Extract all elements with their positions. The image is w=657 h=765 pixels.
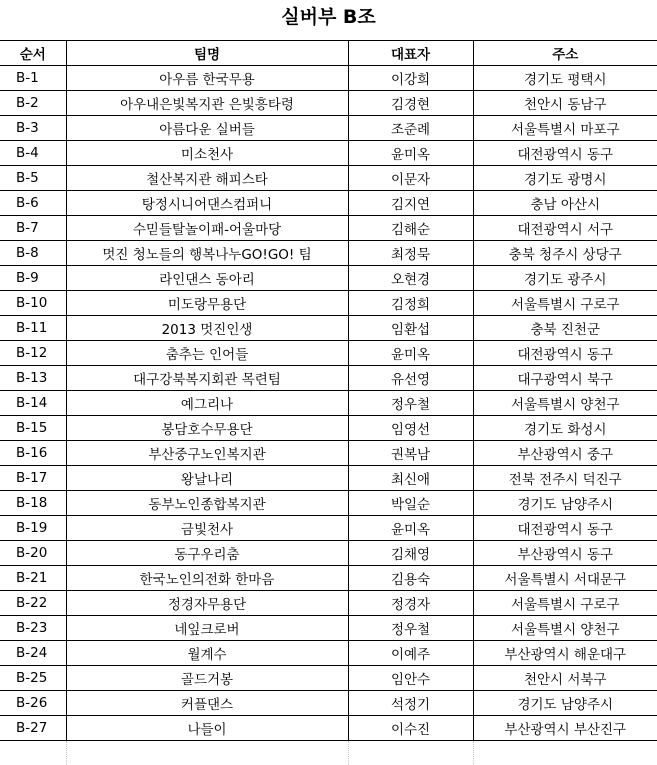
cell-address[interactable]: 대전광역시 동구 [473,516,657,541]
cell-representative[interactable]: 오현경 [348,266,473,291]
table-row [0,191,657,216]
table-row [0,266,657,291]
cell-address[interactable]: 경기도 화성시 [473,416,657,441]
column-header-team-name: 팀명 [66,41,348,66]
empty-row [0,741,657,765]
cell-address[interactable]: 대전광역시 동구 [473,341,657,366]
cell-team-name[interactable]: 부산중구노인복지관 [66,441,348,466]
cell-order[interactable]: B-12 [0,341,66,366]
table-row [0,716,657,741]
cell-team-name[interactable]: 멋진 청노들의 행복나누GO!GO! 팀 [66,241,348,266]
cell-representative[interactable]: 정우철 [348,391,473,416]
cell-team-name[interactable]: 아름다운 실버들 [66,116,348,141]
table-row [0,291,657,316]
cell-team-name[interactable]: 나들이 [66,716,348,741]
cell-team-name[interactable]: 한국노인의전화 한마음 [66,566,348,591]
cell-order[interactable]: B-16 [0,441,66,466]
cell-representative[interactable]: 정우철 [348,616,473,641]
cell-address[interactable]: 서울특별시 구로구 [473,591,657,616]
cell-address[interactable]: 경기도 남양주시 [473,691,657,716]
header-row [0,41,657,66]
cell-representative[interactable]: 윤미옥 [348,341,473,366]
cell-representative[interactable]: 조준례 [348,116,473,141]
table-row [0,566,657,591]
cell-team-name[interactable]: 대구강북복지회관 목련팀 [66,366,348,391]
table-row [0,416,657,441]
cell-order[interactable]: B-4 [0,141,66,166]
cell-address[interactable]: 부산광역시 부산진구 [473,716,657,741]
cell-order[interactable]: B-8 [0,241,66,266]
cell-representative[interactable]: 이강희 [348,66,473,91]
table-row [0,141,657,166]
cell-order[interactable]: B-27 [0,716,66,741]
cell-address[interactable]: 충북 진천군 [473,316,657,341]
table-row [0,616,657,641]
empty-cell[interactable] [0,741,66,765]
empty-cell[interactable] [473,741,657,765]
cell-representative[interactable]: 최정묵 [348,241,473,266]
cell-order[interactable]: B-13 [0,366,66,391]
column-header-order: 순서 [0,41,66,66]
cell-address[interactable]: 대구광역시 북구 [473,366,657,391]
cell-order[interactable]: B-26 [0,691,66,716]
cell-team-name[interactable]: 예그리나 [66,391,348,416]
cell-address[interactable]: 서울특별시 마포구 [473,116,657,141]
cell-order[interactable]: B-17 [0,466,66,491]
cell-representative[interactable]: 정경자 [348,591,473,616]
cell-representative[interactable]: 권복남 [348,441,473,466]
cell-representative[interactable]: 윤미옥 [348,141,473,166]
table-row [0,366,657,391]
cell-representative[interactable]: 임영선 [348,416,473,441]
cell-address[interactable]: 전북 전주시 덕진구 [473,466,657,491]
cell-team-name[interactable]: 골드거봉 [66,666,348,691]
cell-team-name[interactable]: 미도랑무용단 [66,291,348,316]
table-row [0,91,657,116]
cell-team-name[interactable]: 정경자무용단 [66,591,348,616]
cell-order[interactable]: B-23 [0,616,66,641]
cell-team-name[interactable]: 미소천사 [66,141,348,166]
cell-address[interactable]: 충남 아산시 [473,191,657,216]
table-row [0,241,657,266]
cell-team-name[interactable]: 춤추는 인어들 [66,341,348,366]
cell-team-name[interactable]: 봉담호수무용단 [66,416,348,441]
table-row [0,591,657,616]
cell-address[interactable]: 부산광역시 중구 [473,441,657,466]
cell-order[interactable]: B-21 [0,566,66,591]
cell-order[interactable]: B-14 [0,391,66,416]
cell-team-name[interactable]: 커플댄스 [66,691,348,716]
cell-order[interactable]: B-1 [0,66,66,91]
cell-team-name[interactable]: 왕날나리 [66,466,348,491]
cell-representative[interactable]: 김지연 [348,191,473,216]
cell-order[interactable]: B-7 [0,216,66,241]
table-row [0,691,657,716]
cell-order[interactable]: B-22 [0,591,66,616]
column-header-address: 주소 [473,41,657,66]
cell-order[interactable]: B-24 [0,641,66,666]
cell-team-name[interactable]: 동구우리춤 [66,541,348,566]
cell-representative[interactable]: 최신애 [348,466,473,491]
cell-address[interactable]: 경기도 광명시 [473,166,657,191]
cell-order[interactable]: B-10 [0,291,66,316]
empty-cell[interactable] [66,741,348,765]
cell-team-name[interactable]: 2013 멋진인생 [66,316,348,341]
cell-team-name[interactable]: 라인댄스 동아리 [66,266,348,291]
cell-address[interactable]: 서울특별시 서대문구 [473,566,657,591]
table-row [0,441,657,466]
cell-order[interactable]: B-11 [0,316,66,341]
cell-order[interactable]: B-3 [0,116,66,141]
cell-address[interactable]: 대전광역시 서구 [473,216,657,241]
cell-address[interactable]: 대전광역시 동구 [473,141,657,166]
cell-address[interactable]: 서울특별시 양천구 [473,616,657,641]
table-row [0,66,657,91]
table-row [0,116,657,141]
table-row [0,216,657,241]
cell-representative[interactable]: 김용숙 [348,566,473,591]
cell-address[interactable]: 천안시 서북구 [473,666,657,691]
cell-order[interactable]: B-9 [0,266,66,291]
table-row [0,316,657,341]
table-row [0,541,657,566]
table-body [0,66,657,765]
cell-team-name[interactable]: 아우름 한국무용 [66,66,348,91]
cell-order[interactable]: B-19 [0,516,66,541]
cell-address[interactable]: 경기도 광주시 [473,266,657,291]
cell-team-name[interactable]: 금빛천사 [66,516,348,541]
cell-representative[interactable]: 김채영 [348,541,473,566]
cell-representative[interactable]: 김해순 [348,216,473,241]
cell-representative[interactable]: 김경현 [348,91,473,116]
cell-order[interactable]: B-25 [0,666,66,691]
cell-representative[interactable]: 김정희 [348,291,473,316]
cell-team-name[interactable]: 탕정시니어댄스컴퍼니 [66,191,348,216]
column-header-representative: 대표자 [348,41,473,66]
cell-order[interactable]: B-2 [0,91,66,116]
cell-address[interactable]: 서울특별시 구로구 [473,291,657,316]
table-row [0,641,657,666]
cell-team-name[interactable]: 철산복지관 해피스타 [66,166,348,191]
table-row [0,166,657,191]
cell-representative[interactable]: 임안수 [348,666,473,691]
cell-representative[interactable]: 이수진 [348,716,473,741]
table-row [0,391,657,416]
team-roster-table [0,40,657,765]
cell-team-name[interactable]: 동부노인종합복지관 [66,491,348,516]
cell-address[interactable]: 부산광역시 동구 [473,541,657,566]
table-row [0,516,657,541]
cell-order[interactable]: B-18 [0,491,66,516]
cell-team-name[interactable]: 아우내은빛복지관 은빛흥타령 [66,91,348,116]
cell-order[interactable]: B-15 [0,416,66,441]
sheet-title: 실버부 B조 [0,0,657,36]
cell-address[interactable]: 경기도 남양주시 [473,491,657,516]
cell-representative[interactable]: 이예주 [348,641,473,666]
table-row [0,466,657,491]
cell-order[interactable]: B-5 [0,166,66,191]
cell-representative[interactable]: 박일순 [348,491,473,516]
table-row [0,491,657,516]
cell-representative[interactable]: 임환섭 [348,316,473,341]
cell-team-name[interactable]: 수믿들탈놀이패-어울마당 [66,216,348,241]
cell-address[interactable]: 부산광역시 해운대구 [473,641,657,666]
cell-address[interactable]: 경기도 평택시 [473,66,657,91]
cell-representative[interactable]: 윤미옥 [348,516,473,541]
cell-order[interactable]: B-20 [0,541,66,566]
cell-address[interactable]: 천안시 동남구 [473,91,657,116]
cell-team-name[interactable]: 월계수 [66,641,348,666]
cell-representative[interactable]: 이문자 [348,166,473,191]
empty-cell[interactable] [348,741,473,765]
table-row [0,341,657,366]
cell-team-name[interactable]: 네잎크로버 [66,616,348,641]
table-row [0,666,657,691]
cell-order[interactable]: B-6 [0,191,66,216]
cell-address[interactable]: 서울특별시 양천구 [473,391,657,416]
cell-representative[interactable]: 유선영 [348,366,473,391]
cell-address[interactable]: 충북 청주시 상당구 [473,241,657,266]
cell-representative[interactable]: 석정기 [348,691,473,716]
